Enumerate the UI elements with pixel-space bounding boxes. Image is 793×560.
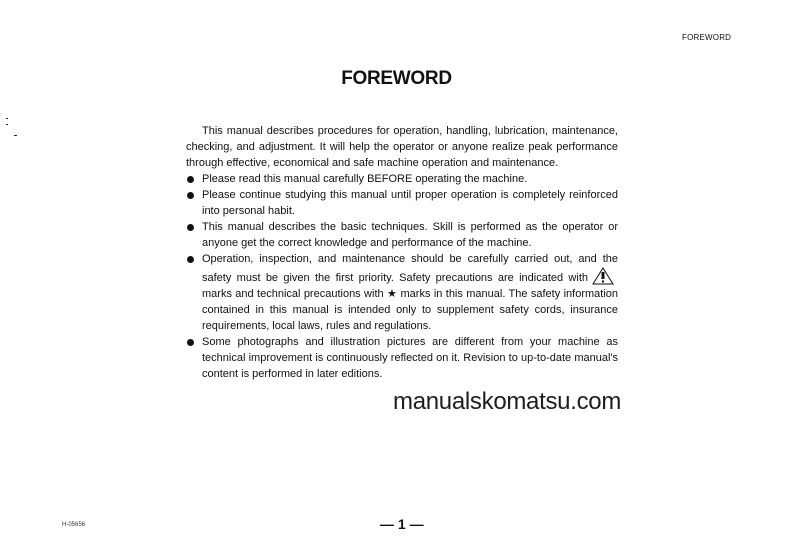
intro-paragraph: This manual describes procedures for operation, handling, lubrication, maintenance, checking, and adjustment. It will help the operator or anyone realize peak performance through effective, economical and safe machine operation and maintenance. (186, 125, 618, 169)
bullet-text: This manual describes the basic techniques. Skill is performed as the operator or anyone get the correct knowledge and performance of the machine. (202, 221, 618, 249)
document-code: H-05656 (62, 522, 86, 528)
list-item (186, 187, 618, 219)
page-number: — 1 — (380, 516, 424, 532)
bullet-icon (187, 256, 194, 263)
watermark: manualskomatsu.com (393, 388, 622, 415)
bullet-icon (187, 192, 194, 199)
bullet-icon (187, 224, 194, 231)
page-title: FOREWORD (341, 68, 452, 89)
bullet-list (186, 171, 618, 382)
bullet-text: Some photographs and illustration pictures are different from your machine as technical improvement is continuously reflected on it. Revision to up-to-date manual's content is performed in later editions. (202, 336, 618, 380)
bullet-text: Please continue studying this manual until proper operation is completely reinforced into personal habit. (202, 189, 618, 217)
list-item (186, 334, 618, 382)
bullet-text: marks and technical precautions with ★ marks in this manual. The safety information contained in this manual is intended only to supplement safety cords, insurance requirements, local laws, rules and regulations. (202, 288, 618, 332)
bullet-text: Please read this manual carefully BEFORE operating the machine. (202, 173, 528, 185)
margin-mark (6, 118, 8, 125)
running-header: FOREWORD (682, 33, 732, 42)
bullet-icon (187, 339, 194, 346)
list-item (186, 171, 618, 187)
bullet-icon (187, 176, 194, 183)
list-item (186, 251, 618, 334)
margin-mark (14, 135, 17, 136)
list-item (186, 219, 618, 251)
warning-triangle-icon (592, 267, 614, 285)
foreword-body (186, 123, 618, 382)
bullet-text: Operation, inspection, and maintenance should be carefully carried out, and the safety must be given the first priority. Safety precautions are indicated with (202, 253, 618, 284)
